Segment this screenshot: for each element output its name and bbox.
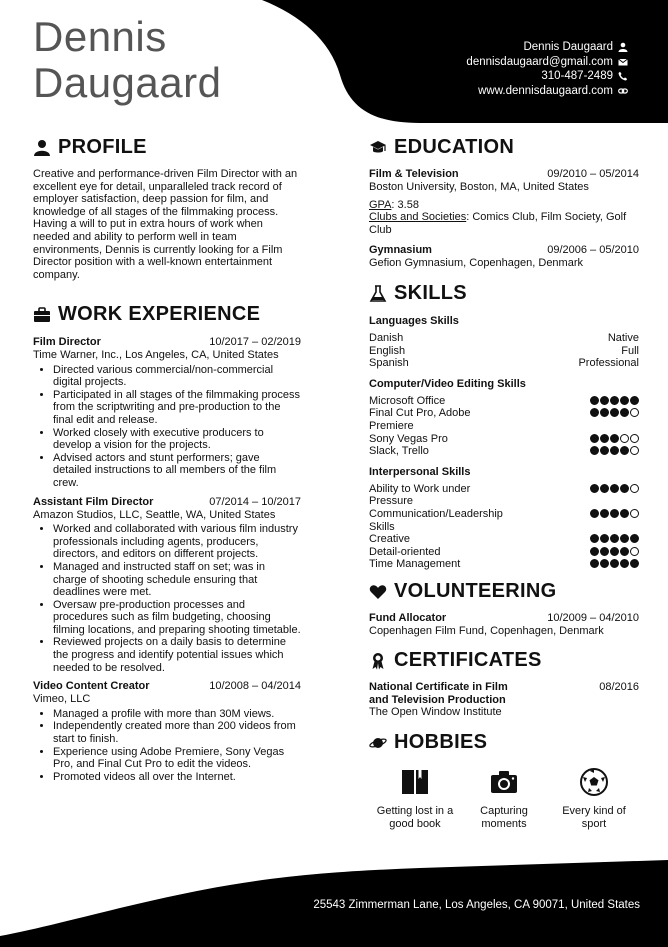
rating-dot-filled xyxy=(630,559,639,568)
award-ribbon-icon xyxy=(369,652,387,670)
contact-name xyxy=(466,40,628,55)
job-bullet: • Advised actors and stunt performers; gave detailed instructions to all members of the film crew. xyxy=(53,452,301,490)
contact-phone-text[interactable]: 310-487-2489 xyxy=(541,70,613,82)
rating-dot-filled xyxy=(590,534,599,543)
skills-title: SKILLS xyxy=(394,282,467,304)
rating-dot-filled xyxy=(610,534,619,543)
rating-dot-empty xyxy=(630,408,639,417)
education-section xyxy=(369,136,639,270)
job-bullet: • Managed a profile with more than 30M views. xyxy=(53,708,301,721)
education-place: Gefion Gymnasium, Copenhagen, Denmark xyxy=(369,257,583,270)
job-dates: 07/2014 – 10/2017 xyxy=(209,495,301,508)
skill-row xyxy=(369,558,639,571)
skill-rating xyxy=(590,559,639,568)
interpersonal-skills-subheading: Interpersonal Skills xyxy=(369,465,471,478)
job-role: Video Content Creator xyxy=(33,680,150,693)
job-bullet: • Worked and collaborated with various film industry professionals including agents, producers, directors, and editors on different projects. xyxy=(53,523,301,561)
soccer-ball-icon xyxy=(579,767,609,797)
rating-dot-filled xyxy=(620,547,629,556)
interpersonal-skills-list xyxy=(369,483,639,571)
rating-dot-filled xyxy=(610,408,619,417)
rating-dot-filled xyxy=(600,408,609,417)
rating-dot-filled xyxy=(600,434,609,443)
last-name: Daugaard xyxy=(33,59,222,106)
rating-dot-filled xyxy=(610,559,619,568)
language-level: Professional xyxy=(578,357,639,370)
rating-dot-filled xyxy=(590,446,599,455)
link-icon xyxy=(618,86,628,96)
skill-name: Microsoft Office xyxy=(369,394,446,407)
certificate-date: 08/2016 xyxy=(599,681,639,693)
skill-rating xyxy=(590,534,639,543)
skill-rating xyxy=(590,434,639,443)
hobby-item xyxy=(370,767,460,831)
language-name: English xyxy=(369,344,406,357)
volunteering-dates: 10/2009 – 04/2010 xyxy=(547,612,639,624)
rating-dot-filled xyxy=(630,534,639,543)
rating-dot-filled xyxy=(590,547,599,556)
profile-title: PROFILE xyxy=(58,136,147,158)
rating-dot-filled xyxy=(620,446,629,455)
certificates-heading xyxy=(369,649,639,672)
rating-dot-filled xyxy=(600,484,609,493)
hobby-label: Capturing moments xyxy=(480,805,528,830)
volunteering-role: Fund Allocator xyxy=(369,612,447,624)
contact-block xyxy=(466,40,628,98)
hobby-label: Getting lost in a good book xyxy=(376,805,454,830)
education-heading xyxy=(369,136,639,159)
work-experience-section xyxy=(33,303,301,783)
rating-dot-empty xyxy=(630,446,639,455)
skill-row xyxy=(369,546,639,559)
language-row xyxy=(369,332,639,345)
job-bullet: • Independently created more than 200 videos from start to finish. xyxy=(53,720,301,745)
education-place: Boston University, Boston, MA, United States xyxy=(369,181,589,193)
gpa-value: : 3.58 xyxy=(391,198,419,211)
rating-dot-filled xyxy=(600,509,609,518)
job-bullets xyxy=(33,708,301,784)
rating-dot-filled xyxy=(620,559,629,568)
heart-icon xyxy=(369,583,387,601)
clubs-label: Clubs and Societies xyxy=(369,211,467,224)
hobby-label: Every kind of sport xyxy=(562,805,626,830)
skill-row xyxy=(369,533,639,546)
rating-dot-filled xyxy=(590,559,599,568)
camera-icon xyxy=(489,767,519,797)
job-entry xyxy=(33,680,301,783)
rating-dot-filled xyxy=(610,484,619,493)
rating-dot-empty xyxy=(630,434,639,443)
job-dates: 10/2017 – 02/2019 xyxy=(209,336,301,348)
job-dates: 10/2008 – 04/2014 xyxy=(209,680,301,693)
rating-dot-filled xyxy=(610,446,619,455)
user-icon xyxy=(618,42,628,52)
skill-row xyxy=(369,395,639,408)
skill-row xyxy=(369,433,639,446)
certificate-name: National Certificate in Film and Television Production xyxy=(369,681,508,706)
rating-dot-filled xyxy=(590,434,599,443)
skill-row xyxy=(369,445,639,458)
volunteering-org: Copenhagen Film Fund, Copenhagen, Denmark xyxy=(369,625,604,637)
flask-icon xyxy=(369,285,387,303)
education-dates: 09/2010 – 05/2014 xyxy=(547,168,639,180)
hobbies-title: HOBBIES xyxy=(394,731,488,753)
rating-dot-empty xyxy=(630,484,639,493)
skill-name: Slack, Trello xyxy=(369,445,429,458)
job-company: Time Warner, Inc., Los Angeles, CA, United States xyxy=(33,349,279,361)
job-bullet: • Participated in all stages of the filmmaking process from the scriptwriting and pre-production to the final edit and release. xyxy=(53,389,301,427)
rating-dot-filled xyxy=(600,534,609,543)
rating-dot-empty xyxy=(620,434,629,443)
skill-rating xyxy=(590,408,639,417)
briefcase-icon xyxy=(33,306,51,324)
rating-dot-empty xyxy=(630,509,639,518)
rating-dot-filled xyxy=(600,396,609,405)
education-entry xyxy=(369,168,639,236)
job-role: Film Director xyxy=(33,336,101,348)
work-experience-heading xyxy=(33,303,301,326)
skill-name: Ability to Work under Pressure xyxy=(369,482,471,508)
rating-dot-empty xyxy=(630,547,639,556)
job-bullets xyxy=(33,364,301,490)
book-icon xyxy=(400,767,430,797)
education-clubs xyxy=(369,211,639,236)
skill-rating xyxy=(590,509,639,518)
first-name: Dennis xyxy=(33,13,167,60)
education-school: Film & Television xyxy=(369,168,459,180)
language-level: Native xyxy=(607,332,639,344)
job-company: Amazon Studios, LLC, Seattle, WA, United States xyxy=(33,508,276,521)
clubs-value: : Comics Club, Film Society, Golf Club xyxy=(369,211,627,236)
job-bullet: • Oversaw pre-production processes and procedures such as film budgeting, choosing filming locations, and preparing shooting timetable. xyxy=(53,599,301,637)
computer-skills-list xyxy=(369,395,639,458)
languages-subheading: Languages Skills xyxy=(369,315,459,327)
phone-icon xyxy=(618,71,628,81)
volunteering-heading xyxy=(369,580,639,603)
contact-email[interactable] xyxy=(466,55,628,70)
rating-dot-filled xyxy=(590,509,599,518)
languages-list xyxy=(369,332,639,370)
job-company: Vimeo, LLC xyxy=(33,693,91,706)
contact-email-text[interactable]: dennisdaugaard@gmail.com xyxy=(466,55,613,68)
skill-name: Creative xyxy=(369,533,410,546)
profile-heading xyxy=(33,136,301,159)
hobbies-heading xyxy=(369,731,639,754)
contact-name-text: Dennis Daugaard xyxy=(523,41,613,53)
certificate-entry xyxy=(369,681,639,706)
language-name: Spanish xyxy=(369,357,409,370)
skill-rating xyxy=(590,547,639,556)
profile-text-2: Having a will to put in extra hours of work when needed and ability to perform well in team environments, Dennis is currently looking for a Film Director position with a well-known entertainment company. xyxy=(33,218,283,281)
job-bullet: • Worked closely with executive producers to develop a vision for the projects. xyxy=(53,427,301,452)
job-bullet: • Experience using Adobe Premiere, Sony Vegas Pro, and Final Cut Pro to edit the videos. xyxy=(53,746,301,771)
education-title: EDUCATION xyxy=(394,136,515,158)
volunteering-section xyxy=(369,580,639,638)
hobby-item xyxy=(459,767,549,831)
gpa-label: GPA xyxy=(369,198,392,211)
contact-website-text[interactable]: www.dennisdaugaard.com xyxy=(478,84,613,97)
footer-address: 25543 Zimmerman Lane, Los Angeles, CA 90071, United States xyxy=(313,899,640,911)
skill-name: Final Cut Pro, Adobe Premiere xyxy=(369,407,471,432)
skill-row xyxy=(369,407,639,432)
rating-dot-filled xyxy=(600,547,609,556)
rating-dot-filled xyxy=(600,559,609,568)
job-role: Assistant Film Director xyxy=(33,495,154,508)
rating-dot-filled xyxy=(610,509,619,518)
rating-dot-filled xyxy=(590,484,599,493)
hobbies-section xyxy=(369,731,639,754)
skills-section xyxy=(369,282,639,571)
candidate-name xyxy=(33,14,221,106)
rating-dot-filled xyxy=(590,396,599,405)
skill-row xyxy=(369,508,639,533)
skill-rating xyxy=(590,446,639,455)
skill-row xyxy=(369,483,639,508)
contact-phone[interactable] xyxy=(466,69,628,84)
education-entry xyxy=(369,244,639,270)
certificates-title: CERTIFICATES xyxy=(394,649,542,671)
rating-dot-filled xyxy=(610,434,619,443)
contact-website[interactable] xyxy=(466,84,628,99)
rating-dot-filled xyxy=(610,547,619,556)
skill-name: Time Management xyxy=(369,558,461,571)
computer-skills-subheading: Computer/Video Editing Skills xyxy=(369,377,526,390)
rating-dot-filled xyxy=(620,396,629,405)
language-name: Danish xyxy=(369,332,404,344)
job-bullet: • Reviewed projects on a daily basis to determine the progress and identify potential issues which needed to be resolved. xyxy=(53,636,301,674)
rating-dot-filled xyxy=(610,396,619,405)
work-experience-title: WORK EXPERIENCE xyxy=(58,303,261,325)
user-icon xyxy=(33,139,51,157)
skill-rating xyxy=(590,396,639,405)
education-gpa xyxy=(369,199,639,212)
language-row xyxy=(369,345,639,358)
volunteering-title: VOLUNTEERING xyxy=(394,580,557,602)
profile-section xyxy=(33,136,301,281)
rating-dot-filled xyxy=(620,408,629,417)
planet-icon xyxy=(369,734,387,752)
graduation-cap-icon xyxy=(369,139,387,157)
rating-dot-filled xyxy=(590,408,599,417)
rating-dot-filled xyxy=(620,484,629,493)
job-bullet: • Promoted videos all over the Internet. xyxy=(53,771,301,784)
certificate-issuer: The Open Window Institute xyxy=(369,706,502,719)
job-bullets xyxy=(33,523,301,674)
rating-dot-filled xyxy=(620,534,629,543)
profile-text: Creative and performance-driven Film Director with an excellent eye for detail, unparalleled track record of employer satisfaction, deep passion for film, and knowledge of all stages of the filmmaking process. xyxy=(33,168,298,218)
job-entry xyxy=(33,496,301,675)
volunteering-entry xyxy=(369,612,639,638)
skill-name: Communication/Leadership Skills xyxy=(369,507,503,533)
hobby-item xyxy=(549,767,639,831)
skills-heading xyxy=(369,282,639,305)
skill-name: Detail-oriented xyxy=(369,545,441,558)
job-entry xyxy=(33,336,301,490)
rating-dot-filled xyxy=(600,446,609,455)
education-school: Gymnasium xyxy=(369,244,432,257)
envelope-icon xyxy=(618,57,628,67)
rating-dot-filled xyxy=(620,509,629,518)
language-row xyxy=(369,357,639,370)
job-bullet: • Directed various commercial/non-commercial digital projects. xyxy=(53,364,301,389)
skill-rating xyxy=(590,484,639,493)
certificates-section xyxy=(369,649,639,719)
education-dates: 09/2006 – 05/2010 xyxy=(547,244,639,257)
skill-name: Sony Vegas Pro xyxy=(369,432,448,445)
language-level: Full xyxy=(621,344,639,357)
job-bullet: • Managed and instructed staff on set; was in charge of shooting schedule ensuring that deadlines were met. xyxy=(53,561,301,599)
rating-dot-filled xyxy=(630,396,639,405)
